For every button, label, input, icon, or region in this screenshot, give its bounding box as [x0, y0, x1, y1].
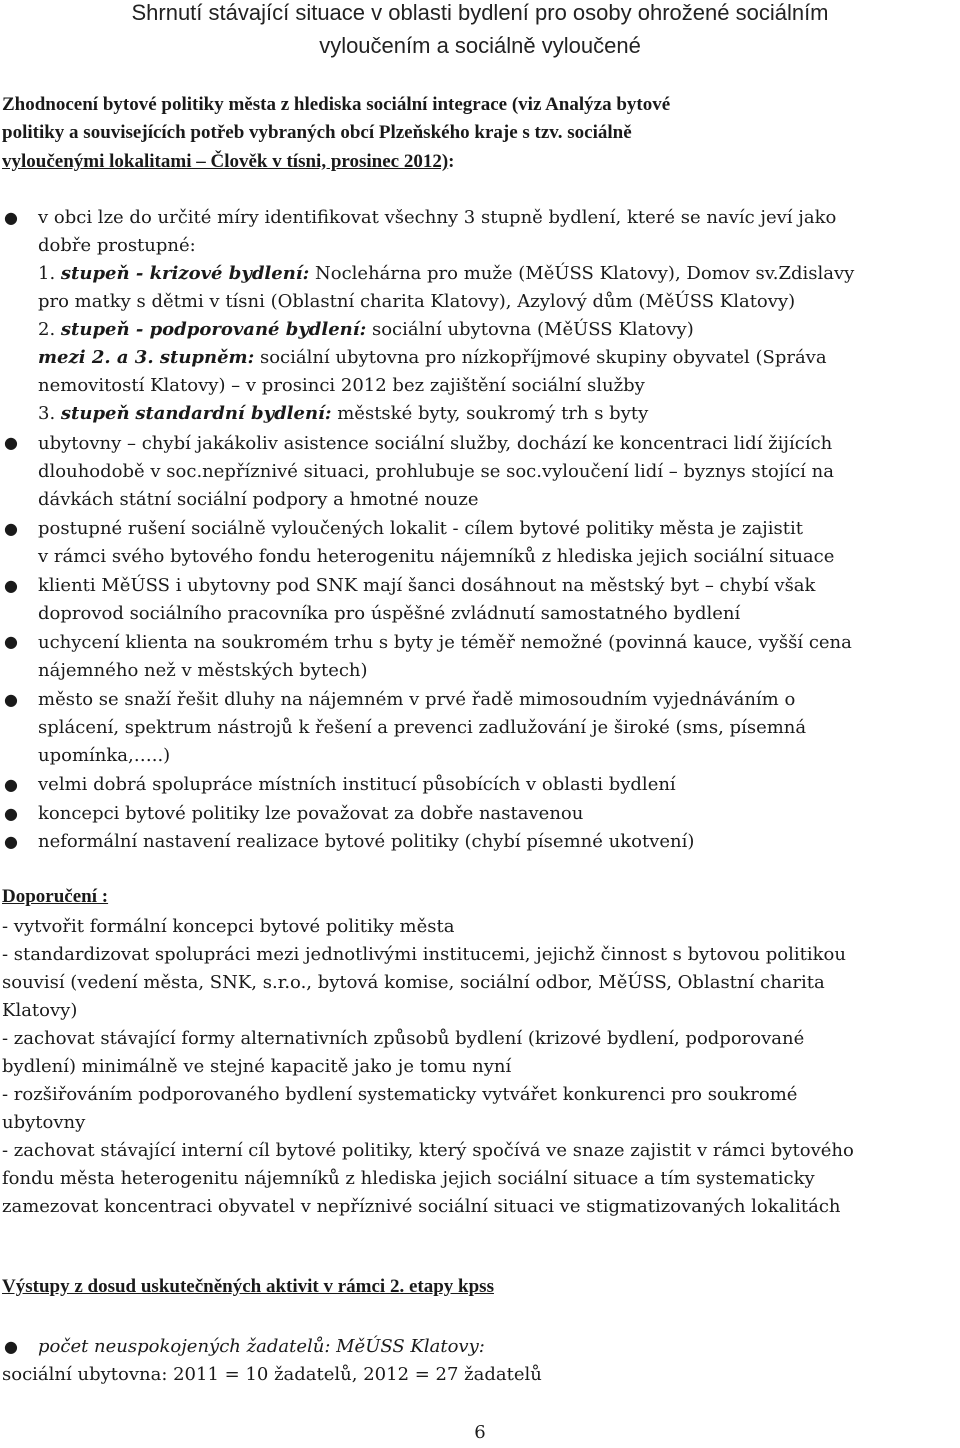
outputs-line: sociální ubytovna: 2011 = 10 žadatelů, 2012 = 27 žadatelů: [2, 1364, 542, 1385]
heading-dash: –: [191, 151, 211, 172]
list-item-text: postupné rušení sociálně vyloučených lokalit - cílem bytové politiky města je zajistit: [38, 518, 803, 539]
stage-number: 2.: [38, 319, 61, 340]
stage-text: sociální ubytovna pro nízkopříjmové skupiny obyvatel (Správa: [254, 347, 827, 368]
outputs-bullet-text: počet neuspokojených žadatelů: MěÚSS Klatovy:: [38, 1336, 485, 1357]
stage-2-3-line-2: nemovitostí Klatovy) – v prosinci 2012 bez zajištění sociální služby: [38, 375, 645, 396]
recommendation-item: ubytovny: [2, 1112, 86, 1133]
stage-number: 3.: [38, 403, 61, 424]
bullet-icon: ●: [4, 519, 18, 538]
recommendations-heading: [2, 886, 108, 908]
evaluation-heading-line-1: Zhodnocení bytové politiky města z hlediska sociální integrace (viz Analýza bytové: [2, 94, 671, 115]
list-item-text: upomínka,…..): [38, 745, 171, 766]
recommendations-heading-text: Doporučení :: [2, 886, 109, 907]
list-item-text: splácení, spektrum nástrojů k řešení a prevenci zadlužování je široké (sms, písemná: [38, 717, 807, 738]
bullet-icon: ●: [4, 632, 18, 651]
recommendation-item: - vytvořit formální koncepci bytové politiky města: [2, 916, 455, 937]
evaluation-heading-line-2: politiky a souvisejících potřeb vybraných obcí Plzeňského kraje s tzv. sociálně: [2, 122, 632, 143]
list-item-text: uchycení klienta na soukromém trhu s byty je téměř nemožné (povinná kauce, vyšší cena: [38, 632, 852, 653]
list-item-text: dobře prostupné:: [38, 235, 196, 256]
bullet-icon: ●: [4, 576, 18, 595]
stage-label: standardní bydlení:: [135, 403, 332, 424]
list-item-text: ubytovny – chybí jakákoliv asistence sociální služby, dochází ke koncentraci lidí žijících: [38, 433, 833, 454]
list-item-text: neformální nastavení realizace bytové politiky (chybí písemné ukotvení): [38, 831, 695, 852]
stage-text: sociální ubytovna (MěÚSS Klatovy): [366, 319, 694, 340]
bullet-icon: ●: [4, 690, 18, 709]
stage-label: stupeň - podporované bydlení:: [60, 319, 367, 340]
bullet-icon: ●: [4, 775, 18, 794]
recommendation-item: - zachovat stávající interní cíl bytové politiky, který spočívá ve snaze zajistit v rámci bytového: [2, 1140, 854, 1161]
outputs-heading: [2, 1276, 494, 1298]
list-item-text: nájemného než v městských bytech): [38, 660, 368, 681]
stage-number: 1.: [38, 263, 61, 284]
stage-label: stupněm:: [159, 347, 255, 368]
bullet-icon: ●: [4, 208, 18, 227]
list-item-text: město se snaží řešit dluhy na nájemném v prvé řadě mimosoudním vyjednáváním o: [38, 689, 796, 710]
outputs-heading-text: Výstupy z dosud uskutečněných aktivit v rámci 2. etapy kpss: [2, 1276, 494, 1297]
list-item-text: klienti MěÚSS i ubytovny pod SNK mají šanci dosáhnout na městský byt – chybí však: [38, 575, 816, 596]
list-item-text: koncepci bytové politiky lze považovat za dobře nastavenou: [38, 803, 584, 824]
stage-1-line: [38, 260, 854, 288]
stage-label: stupeň - krizové bydlení:: [60, 263, 310, 284]
bullet-icon: ●: [4, 804, 18, 823]
recommendation-item: zamezovat koncentraci obyvatel v nepříznivé sociální situaci ve stigmatizovaných lokalitách: [2, 1196, 841, 1217]
bullet-icon: ●: [4, 433, 18, 452]
heading-underlined-part: vyloučenými lokalitami: [2, 151, 192, 172]
recommendation-item: Klatovy): [2, 1000, 78, 1021]
recommendation-item: - rozšiřováním podporovaného bydlení systematicky vytvářet konkurenci pro soukromé: [2, 1084, 798, 1105]
stage-3-line: [38, 400, 648, 428]
stage-text: Noclehárna pro muže (MěÚSS Klatovy), Domov sv.Zdislavy: [309, 263, 855, 284]
stage-2-3-line: [38, 344, 827, 372]
recommendation-item: - zachovat stávající formy alternativních způsobů bydlení (krizové bydlení, podporované: [2, 1028, 805, 1049]
list-item-text: dlouhodobě v soc.nepříznivé situaci, prohlubuje se soc.vyloučení lidí – byznys stojící na: [38, 461, 834, 482]
heading-colon: :: [448, 151, 455, 172]
list-item-text: velmi dobrá spolupráce místních institucí působících v oblasti bydlení: [38, 774, 676, 795]
recommendation-item: fondu města heterogenitu nájemníků z hlediska jejich sociální situace a tím systematicky: [2, 1168, 815, 1189]
stage-text: městské byty, soukromý trh s byty: [331, 403, 649, 424]
stage-2-line: [38, 316, 694, 344]
recommendation-item: souvisí (vedení města, SNK, s.r.o., bytová komise, sociální odbor, MěÚSS, Oblastní charita: [2, 972, 825, 993]
heading-source: Člověk v tísni, prosinec 2012): [210, 151, 449, 172]
page-number: 6: [474, 1422, 486, 1443]
bullet-icon: ●: [4, 832, 18, 851]
list-item-text: v obci lze do určité míry identifikovat všechny 3 stupně bydlení, které se navíc jeví jako: [38, 207, 837, 228]
evaluation-heading-line-3: [2, 151, 455, 173]
document-title-line-1: Shrnutí stávající situace v oblasti bydlení pro osoby ohrožené sociálním: [131, 0, 829, 25]
stage-label: mezi 2. a 3.: [38, 347, 160, 368]
recommendation-item: bydlení) minimálně ve stejné kapacitě jako je tomu nyní: [2, 1056, 512, 1077]
list-item-text: doprovod sociálního pracovníka pro úspěšné zvládnutí samostatného bydlení: [38, 603, 741, 624]
document-title-line-2: vyloučením a sociálně vyloučené: [319, 33, 641, 58]
stage-label: stupeň: [60, 403, 130, 424]
bullet-icon: ●: [4, 1337, 18, 1356]
list-item-text: dávkách státní sociální podpory a hmotné nouze: [38, 489, 479, 510]
recommendation-item: - standardizovat spolupráci mezi jednotlivými institucemi, jejichž činnost s bytovou politikou: [2, 944, 846, 965]
stage-1-line-2: pro matky s dětmi v tísni (Oblastní charita Klatovy), Azylový dům (MěÚSS Klatovy): [38, 291, 796, 312]
list-item-text: v rámci svého bytového fondu heterogenitu nájemníků z hlediska jejich sociální situace: [38, 546, 835, 567]
